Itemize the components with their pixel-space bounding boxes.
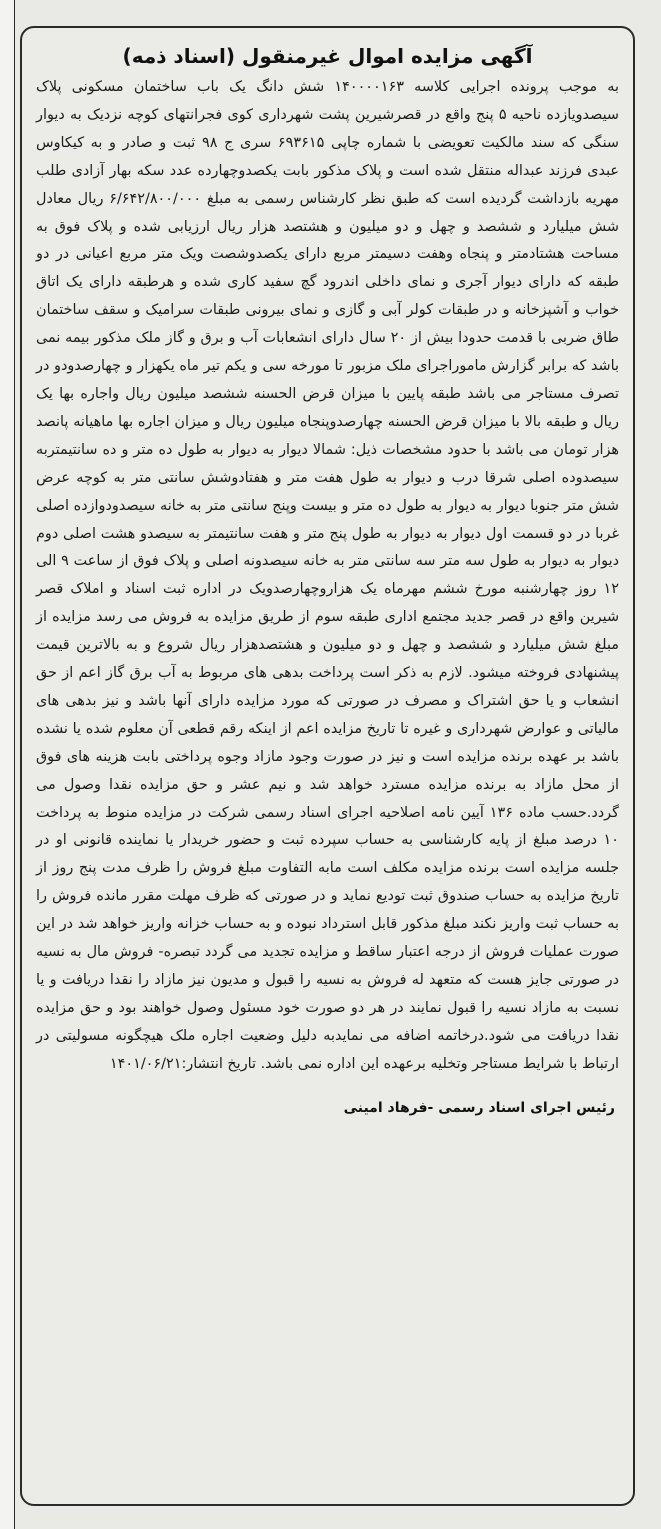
notice-body: به موجب پرونده اجرایی کلاسه ۱۴۰۰۰۰۱۶۳ شش دانگ یک باب ساختمان مسکونی پلاک سیصدویازده ناحیه ۵ پنج واقع در قصرشیرین پشت شهرداری کوی فجرانتهای کوچه نزدیک به دیوار سنگی که سند مالکیت تعویضی با شماره چاپی ۶۹۳۶۱۵ سری ج ۹۸ ثبت و صادر و به کیکاوس عبدی فرزند عبداله منتقل شده است و پلاک مذکور بابت یکصدوچهارده عدد سکه بهار آزادی طلب مهریه بازداشت گردیده است که طبق نظر کارشناس رسمی به مبلغ ۶/۶۴۲/۸۰۰/۰۰۰ ریال معادل شش میلیارد و ششصد و چهل و دو میلیون و هشتصد هزار ریال ارزیابی شده و پلاک فوق به مساحت هشتادمتر و پنجاه وهفت دسیمتر مربع دارای یکصدوشصت ویک متر مربع اعیانی در دو طبقه که دارای دیوار آجری و نمای داخلی اندرود گچ سفید کاری شده و هرطبقه دارای یک اتاق خواب و آشپزخانه و در طبقات کولر آبی و گازی و نمای بیرونی طبقات سرامیک و سقف ساختمان طاق ضربی با قدمت حدودا بیش از ۲۰ سال دارای انشعابات آب و برق و گاز ملک مذکور بیمه نمی باشد که برابر گزارش ماموراجرای ملک مزبور تا مورخه سی و یکم تیر ماه یکهزار و چهارصدودو در تصرف مستاجر می باشد طبقه پایین با میزان قرض الحسنه ششصد میلیون ریال واجاره بها یک ریال و طبقه بالا با میزان قرض الحسنه چهارصدوپنجاه میلیون ریال و میزان اجاره بها ماهیانه پانصد هزار تومان می باشد با حدود مشخصات ذیل: شمالا دیوار به دیوار به طول ده متر و ده سانتیمتربه سیصدوده اصلی شرقا درب و دیوار به طول هفت متر و هفتادوشش سانتی متر به کوچه عرض شش متر جنوبا دیوار به دیوار به طول ده متر و بیست وپنج سانتی متر به خانه سیصدودوازده اصلی غربا در دو قسمت اول دیوار به دیوار به طول پنج متر و هفت سانتیمتر به سیصدو هشت اصلی دوم دیوار به دیوار به طول سه متر سه سانتی متر به خانه سیصدونه اصلی و پلاک فوق از ساعت ۹ الی ۱۲ روز چهارشنبه مورخ ششم مهرماه یک هزاروچهارصدویک در اداره ثبت اسناد و املاک قصر شیرین واقع در قصر جدید مجتمع اداری طبقه سوم از طریق مزایده به فروش می رسد مزایده از مبلغ شش میلیارد و ششصد و چهل و دو میلیون و هشتصدهزار ریال شروع و به بالاترین قیمت پیشنهادی فروخته میشود. لازم به ذکر است پرداخت بدهی های مربوط به آب برق گاز اعم از حق انشعاب و یا حق اشتراک و مصرف در صورتی که مورد مزایده دارای آنها باشد و نیز بدهی های مالیاتی و عوارض شهرداری و غیره تا تاریخ مزایده اعم از اینکه رقم قطعی آن معلوم شده یا نشده باشد بر عهده برنده مزایده است و نیز در صورت وجود مازاد وجوه پرداختی بابت هزینه های فوق از محل مازاد به برنده مزایده مسترد خواهد شد و نیم عشر و حق مزایده نقدا وصول می گردد.حسب ماده ۱۳۶ آیین نامه اصلاحیه اجرای اسناد رسمی شرکت در مزایده منوط به پرداخت ۱۰ درصد مبلغ از پایه کارشناسی به حساب سپرده ثبت و حضور خریدار یا نماینده قانونی او در جلسه مزایده است برنده مزایده مکلف است مابه التفاوت مبلغ فروش را ظرف مدت پنج روز از تاریخ مزایده به حساب صندوق ثبت تودیع نماید و در صورتی که ظرف مهلت مقرر مانده فروش را به حساب ثبت واریز نکند مبلغ مذکور قابل استرداد نبوده و به حساب خزانه واریز خواهد شد در این صورت عملیات فروش از درجه اعتبار ساقط و مزایده تجدید می گردد تبصره- فروش مال به نسیه در صورتی جایز هست که متعهد له فروش به نسیه را قبول و مدیون نیز مازاد را نقدا دریافت و یا نسبت به مازاد نسیه را قبول نمایند در هر دو صورت خود مسئول وصول خواهند بود و حق مزایده نقدا دریافت می شود.درخاتمه اضافه می نمایدبه دلیل وضعیت اجاره ملک هیچگونه مسولیتی در ارتباط با شرایط مستاجر وتخلیه برعهده این اداره نمی باشد. تاریخ انتشار:۱۴۰۱/۰۶/۲۱ bbox=[36, 79, 620, 1072]
auction-notice bbox=[20, 26, 635, 1506]
notice-signature: رئیس اجرای اسناد رسمی -فرهاد امینی bbox=[343, 1099, 615, 1116]
notice-title: آگهی مزایده اموال غیرمنقول (اسناد ذمه) bbox=[122, 44, 533, 68]
adjacent-clipping-edge bbox=[0, 0, 15, 1529]
